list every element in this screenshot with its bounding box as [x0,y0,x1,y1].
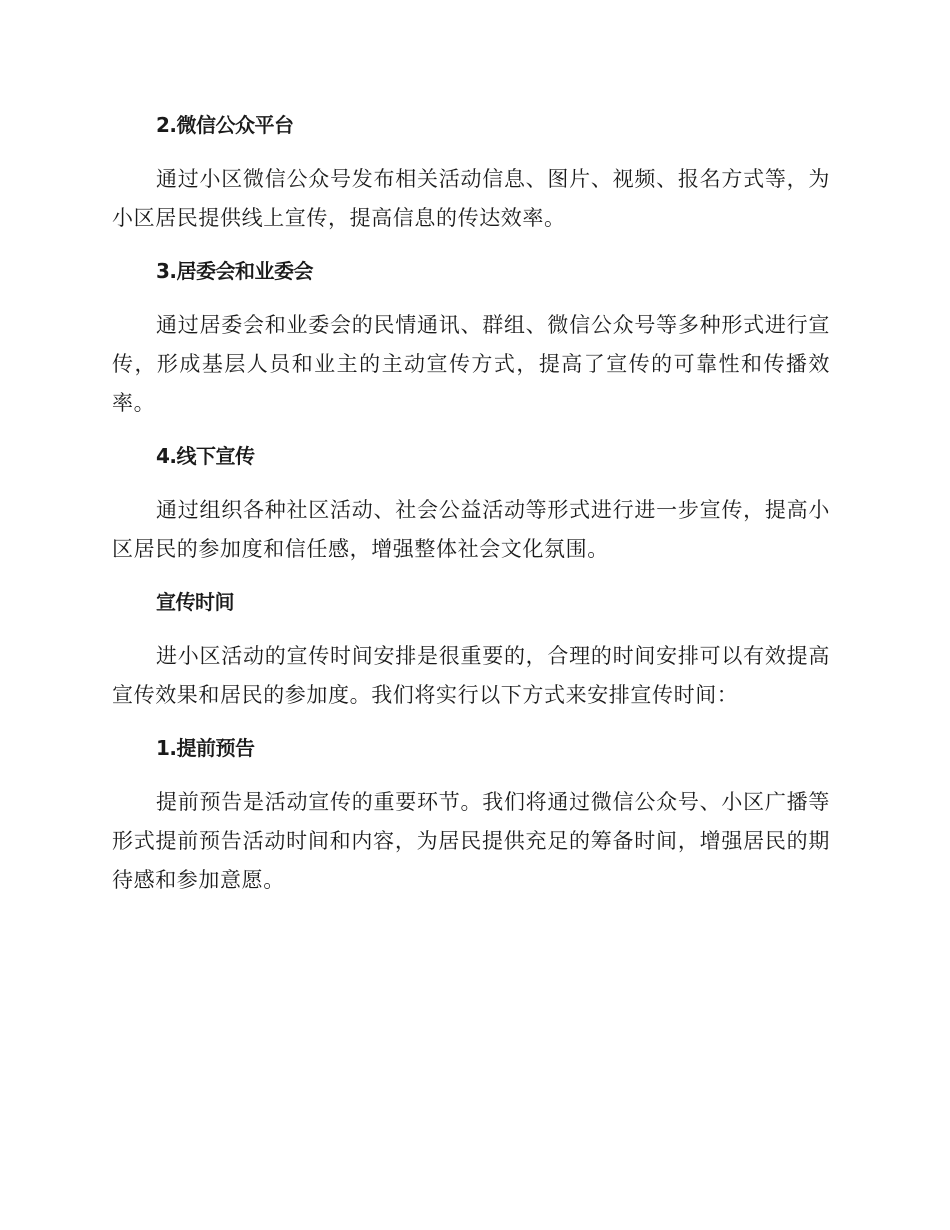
section-heading-committees: 3.居委会和业委会 [156,259,314,283]
section-paragraph-advance-notice: 提前预告是活动宣传的重要环节。我们将通过微信公众号、小区广播等形式提前预告活动时间和内容，为居民提供充足的筹备时间，增强居民的期待感和参加意愿。 [112,790,830,892]
section-paragraph-offline-promotion: 通过组织各种社区活动、社会公益活动等形式进行进一步宣传，提高小区居民的参加度和信任感，增强整体社会文化氛围。 [112,498,830,561]
section-heading-advance-notice: 1.提前预告 [156,736,255,760]
section-paragraph-promotion-time: 进小区活动的宣传时间安排是很重要的，合理的时间安排可以有效提高宣传效果和居民的参加度。我们将实行以下方式来安排宣传时间： [112,644,830,707]
section-heading-promotion-time: 宣传时间 [156,590,234,614]
section-heading-wechat-platform: 2.微信公众平台 [156,113,294,137]
section-heading-offline-promotion: 4.线下宣传 [156,444,255,468]
section-paragraph-wechat-platform: 通过小区微信公众号发布相关活动信息、图片、视频、报名方式等，为小区居民提供线上宣传，提高信息的传达效率。 [112,167,830,230]
document-body [112,108,830,900]
section-paragraph-committees: 通过居委会和业委会的民情通讯、群组、微信公众号等多种形式进行宣传，形成基层人员和业主的主动宣传方式，提高了宣传的可靠性和传播效率。 [112,313,830,415]
